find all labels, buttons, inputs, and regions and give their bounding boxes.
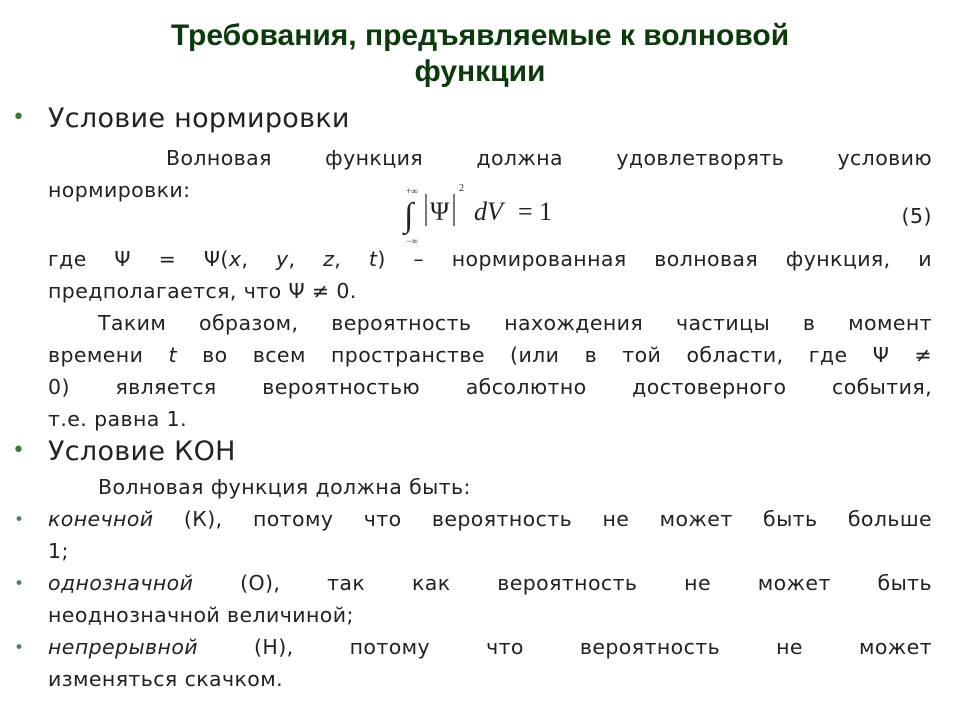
intro-line-2: нормировки: — [48, 178, 191, 202]
para-line-2: времени t во всем пространстве (или в той области, где Ψ ≠ — [48, 343, 933, 367]
para-line-3: 0) является вероятностью абсолютно достоверного события, — [48, 375, 932, 399]
power-two: 2 — [459, 183, 464, 194]
probability-paragraph — [48, 307, 932, 435]
differential-dv: dV — [474, 197, 503, 226]
integral-lower-limit: −∞ — [406, 236, 418, 246]
where-line-1: где Ψ = Ψ(x, y, z, t) – нормированная волновая функция, и — [48, 247, 932, 271]
bullet-icon: • — [12, 105, 25, 130]
where-line-2: предполагается, что Ψ ≠ 0. — [48, 279, 357, 303]
integral-upper-limit: +∞ — [406, 186, 418, 196]
integral-sign-icon: ∫ — [404, 197, 414, 234]
kon-intro: Волновая функция должна быть: — [98, 475, 471, 499]
list-item-continuous: непрерывной (Н), потому что вероятность не может изменяться скачком. — [48, 635, 932, 691]
title-line-1: Требования, предъявляемые к волновой — [170, 19, 790, 52]
bullet-icon: • — [14, 510, 25, 530]
normalization-formula — [400, 180, 570, 250]
equation-number: (5) — [901, 204, 932, 228]
heading-kon: Условие КОН — [48, 436, 236, 467]
para-line-4: т.е. равна 1. — [48, 407, 188, 431]
bullet-icon: • — [14, 638, 25, 658]
bullet-icon: • — [14, 574, 25, 594]
heading-normalization: Условие нормировки — [48, 103, 350, 134]
title-line-2: функции — [414, 55, 546, 88]
intro-line-1: Волновая функция должна удовлетворять условию — [166, 146, 932, 170]
equals-one: = 1 — [518, 197, 553, 226]
psi-symbol: Ψ — [430, 197, 450, 226]
para-line-1: Таким образом, вероятность нахождения частицы в момент — [98, 311, 932, 335]
bullet-icon: • — [12, 438, 25, 463]
slide-title — [0, 18, 960, 90]
list-item-finite: конечной (К), потому что вероятность не может быть больше 1; — [48, 507, 932, 563]
list-item-single-valued: однозначной (О), так как вероятность не может быть неоднозначной величиной; — [48, 571, 932, 627]
where-paragraph — [48, 243, 932, 307]
